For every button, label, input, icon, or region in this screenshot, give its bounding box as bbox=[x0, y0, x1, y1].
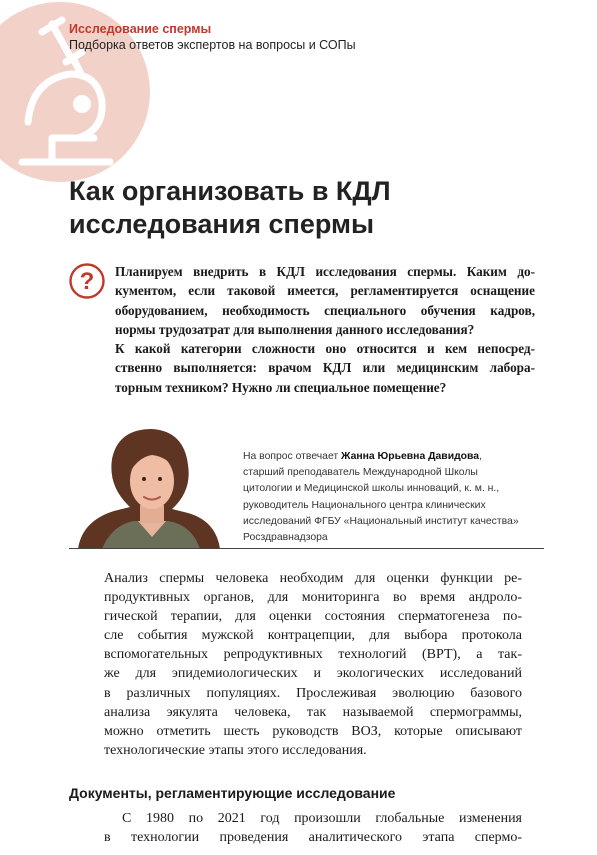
body-line: продуктивных органов, для мониторинга во время андроло- bbox=[104, 590, 522, 606]
bio-line: руководитель Национального центра клинических bbox=[243, 499, 486, 511]
body-line: сле события мужской контрацепции, для выбора протокола bbox=[104, 628, 522, 644]
bio-line: старший преподаватель Международной Школы bbox=[243, 467, 478, 479]
question-line: ственно выполняется: врачом КДЛ или медицинским лабора- bbox=[115, 360, 535, 376]
body-line: технологические этапы этого исследования. bbox=[104, 742, 367, 758]
bio-line: цитологии и Медицинской школы инноваций, к. м. н., bbox=[243, 483, 500, 495]
body-line: Анализ спермы человека необходим для оценки функции ре- bbox=[104, 571, 522, 586]
question-line: нормы трудозатрат для выполнения данного исследования? bbox=[115, 321, 475, 337]
expert-name: Жанна Юрьевна Давидова bbox=[341, 451, 480, 462]
expert-bio bbox=[243, 449, 543, 546]
bio-intro-line bbox=[243, 449, 543, 465]
bio-line: исследований ФГБУ «Национальный институт качества» bbox=[243, 515, 519, 527]
body-line: вспомогательных репродуктивных технологий (ВРТ), а так- bbox=[104, 647, 522, 663]
body-line: С 1980 по 2021 год произошли глобальные изменения bbox=[122, 811, 522, 826]
body-paragraph-1 bbox=[104, 569, 522, 760]
body-line: в технологии проведения аналитического этапа спермо- bbox=[104, 830, 522, 846]
section-heading: Документы, регламентирующие исследование bbox=[69, 785, 396, 801]
svg-text:?: ? bbox=[79, 268, 95, 295]
bio-comma: , bbox=[479, 451, 482, 462]
question-line: торным техником? Нужно ли специальное помещение? bbox=[115, 379, 447, 395]
body-paragraph-2 bbox=[104, 809, 522, 847]
title-line: исследования спермы bbox=[69, 209, 375, 239]
question-mark-icon bbox=[68, 262, 106, 300]
bio-intro: На вопрос отвечает bbox=[243, 451, 342, 462]
divider bbox=[69, 548, 544, 549]
body-line: гической терапии, для оценки состояния сперматогенеза по- bbox=[104, 609, 522, 625]
title-line: Как организовать в КДЛ bbox=[69, 176, 391, 206]
body-line: же для эпидемиологических и экологических исследований bbox=[104, 666, 522, 682]
expert-photo bbox=[68, 425, 236, 549]
page-title bbox=[69, 175, 549, 241]
body-line: анализа эякулята человека, так называемой спермограммы, bbox=[104, 704, 522, 720]
question-line: К какой категории сложности оно относится и кем непосред- bbox=[115, 341, 535, 357]
body-line: в различных популяциях. Прослеживая эволюцию базового bbox=[104, 685, 522, 701]
section-label: Исследование спермы bbox=[69, 22, 212, 36]
reader-question bbox=[115, 262, 535, 397]
bio-line: Росздравнадзора bbox=[243, 532, 328, 544]
body-line: можно отметить шесть руководств ВОЗ, которые описывают bbox=[104, 723, 522, 739]
question-line: Планируем внедрить в КДЛ исследования спермы. Каким до- bbox=[115, 264, 535, 279]
question-line: оборудованием, необходимость специального обучения кадров, bbox=[115, 302, 535, 318]
section-subtitle: Подборка ответов экспертов на вопросы и СОПы bbox=[69, 38, 356, 52]
question-line: кументом, если таковой имеется, регламентируется оснащение bbox=[115, 283, 535, 299]
